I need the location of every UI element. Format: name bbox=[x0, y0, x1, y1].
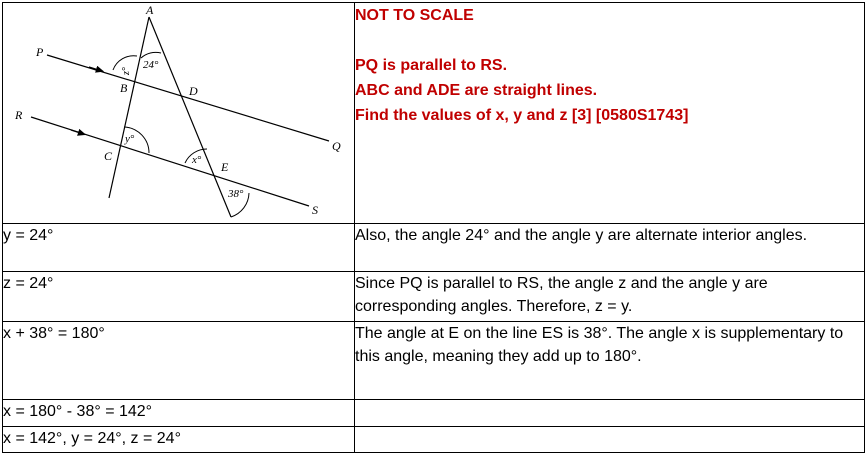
angle-label-z: z° bbox=[121, 67, 132, 75]
label-s: S bbox=[312, 203, 318, 217]
label-q: Q bbox=[332, 139, 341, 153]
diagram-cell bbox=[3, 3, 355, 224]
label-d: D bbox=[189, 84, 198, 98]
label-b: B bbox=[120, 81, 128, 95]
question-line-2: ABC and ADE are straight lines. bbox=[355, 82, 598, 99]
line-abc bbox=[109, 17, 149, 198]
reason-cell: The angle at E on the line ES is 38°. The angle x is supplementary to this angle, meaning they add up to 180°. bbox=[355, 322, 865, 400]
table-row bbox=[3, 427, 865, 453]
angle-label-38: 38° bbox=[228, 188, 244, 200]
step-cell: x = 142°, y = 24°, z = 24° bbox=[3, 427, 355, 453]
question-line-1: PQ is parallel to RS. bbox=[355, 57, 508, 74]
label-p: P bbox=[36, 45, 44, 59]
header-row bbox=[3, 3, 865, 224]
arc-24 bbox=[141, 52, 161, 58]
reason-cell bbox=[355, 400, 865, 427]
label-r: R bbox=[15, 108, 23, 122]
table-row bbox=[3, 272, 865, 322]
angle-label-x: x° bbox=[192, 154, 202, 166]
table-row bbox=[3, 224, 865, 272]
angle-label-24: 24° bbox=[143, 59, 159, 71]
not-to-scale-note: NOT TO SCALE bbox=[355, 7, 474, 24]
step-cell: z = 24° bbox=[3, 272, 355, 322]
table-row bbox=[3, 322, 865, 400]
reason-cell bbox=[355, 427, 865, 453]
label-e: E bbox=[221, 160, 229, 174]
line-pq bbox=[47, 55, 329, 141]
step-cell: x = 180° - 38° = 142° bbox=[3, 400, 355, 427]
arrow-rs bbox=[71, 130, 85, 135]
step-cell: x + 38° = 180° bbox=[3, 322, 355, 400]
angle-label-y: y° bbox=[125, 133, 135, 145]
geometry-diagram bbox=[3, 3, 353, 218]
table-row bbox=[3, 400, 865, 427]
solution-table bbox=[2, 2, 865, 453]
line-ade bbox=[149, 17, 231, 217]
question-line-3: Find the values of x, y and z [3] [0580S1743] bbox=[355, 107, 689, 124]
label-c: C bbox=[104, 149, 113, 163]
arrow-pq bbox=[89, 67, 103, 71]
reason-cell: Also, the angle 24° and the angle y are alternate interior angles. bbox=[355, 224, 865, 272]
reason-cell: Since PQ is parallel to RS, the angle z and the angle y are corresponding angles. Therefore, z = y. bbox=[355, 272, 865, 322]
step-cell: y = 24° bbox=[3, 224, 355, 272]
label-a: A bbox=[146, 3, 154, 17]
question-cell bbox=[355, 3, 865, 224]
